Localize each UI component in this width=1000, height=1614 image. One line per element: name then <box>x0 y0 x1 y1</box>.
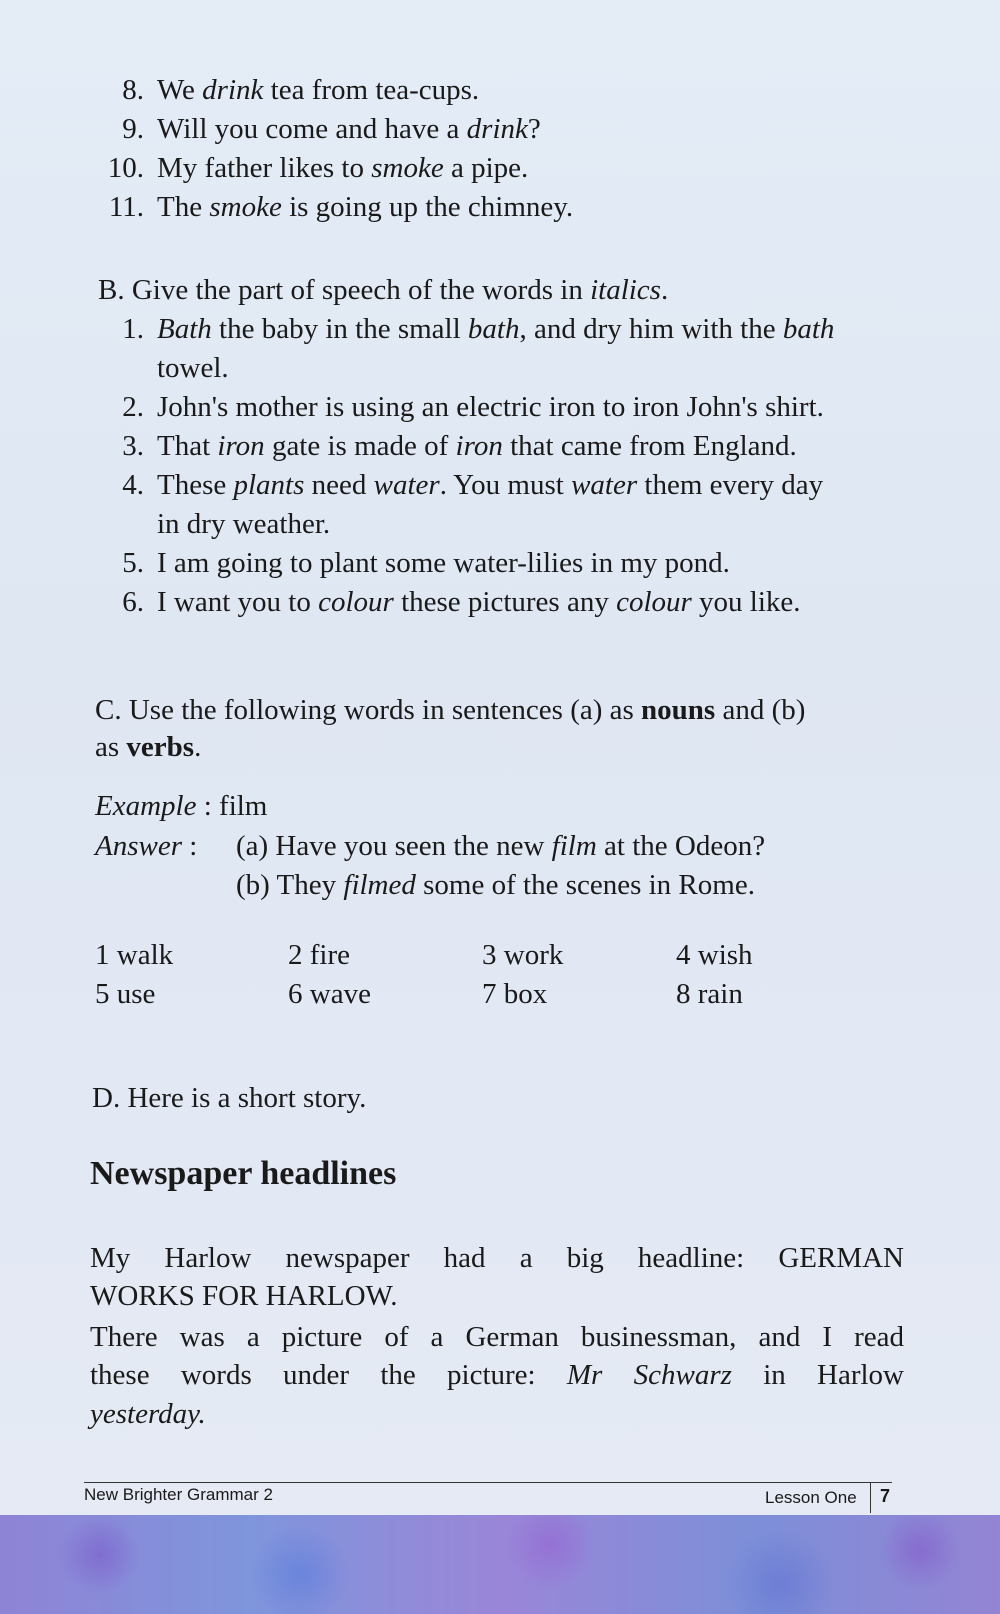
word-item: 5 use <box>95 978 156 1010</box>
italic-word: drink <box>202 74 264 106</box>
word-item: 3 work <box>482 939 564 971</box>
textbook-page: 8. We drink tea from tea-cups. 9. Will you come and have a drink? 10. My father likes to smoke a pipe. 11. The smoke is going up the chimney. B. Give the part of speech of the words in italics. 1. Bath the baby in the small bath, and dry him with the bath towel. 2. John's mother is using an electric iron to iron John's shirt. 3. That iron gate is made of iron that came from England. 4. These plants need water. You must water them every day in dry weather. 5. I am going to plant some water-lilies in my pond. 6. I want you to colour these pictures any colour you like. C. Use the following words in sentences (a) as nouns and (b) as verbs. Example : film Answer : (a) Have you seen the new film at the Odeon? (b) They filmed some of the scenes in Rome. 1 walk 2 fire 3 work 4 wish 5 use 6 wave 7 box 8 rain D. Here is a short story. Newspaper headlines My Harlow newspaper had a big headline: GERMAN WORKS FOR HARLOW. There was a picture of a German businessman, and I read these words under the picture: Mr Schwarz in Harlow yesterday. New Brighter Grammar 2 Lesson One 7 <box>0 0 1000 1614</box>
exercise-b-item-1-continued: towel. <box>157 352 229 384</box>
item-number: 3. <box>122 430 144 462</box>
item-number: 2. <box>122 391 144 423</box>
answer-a: (a) Have you seen the new film at the Odeon? <box>236 830 766 862</box>
italic-word: iron <box>455 430 503 462</box>
exercise-d-intro: D. Here is a short story. <box>92 1082 367 1114</box>
italic-word: italics <box>590 274 661 306</box>
italic-word: plants <box>233 469 305 501</box>
word-item: 7 box <box>482 978 548 1010</box>
page-number: 7 <box>880 1486 891 1506</box>
footer-divider <box>84 1482 892 1483</box>
story-paragraph-2-line-3 <box>90 1396 206 1432</box>
italic-word: colour <box>318 586 394 618</box>
word-item: 1 walk <box>95 939 174 971</box>
answer-label: Answer : <box>95 830 198 862</box>
item-number: 5. <box>122 547 144 579</box>
exercise-c-instruction-line-2: as verbs. <box>95 731 202 763</box>
italic-word: Bath <box>157 313 212 345</box>
italic-word: yesterday. <box>90 1398 206 1430</box>
italic-word: water <box>373 469 440 501</box>
item-number: 1. <box>122 313 144 345</box>
item-number: 8. <box>122 74 144 106</box>
word-item: 2 fire <box>288 939 350 971</box>
answer-b: (b) They filmed some of the scenes in Rome. <box>236 869 755 901</box>
italic-word: bath <box>467 313 520 345</box>
italic-word: smoke <box>209 191 282 223</box>
word-item: 6 wave <box>288 978 371 1010</box>
footer-separator <box>870 1483 871 1513</box>
word-item: 4 wish <box>676 939 753 971</box>
item-text: The <box>157 191 210 223</box>
word-item: 8 rain <box>676 978 743 1010</box>
item-number: 11. <box>108 191 144 223</box>
item-text: We <box>157 74 203 106</box>
italic-word: drink <box>466 113 528 145</box>
bold-word: verbs <box>126 731 195 763</box>
example-label: Example <box>95 790 197 822</box>
example-line: Example : film <box>95 790 268 822</box>
italic-word: iron <box>217 430 265 462</box>
story-paragraph-2-line-2: these words under the picture: Mr Schwarz in Harlow <box>90 1359 904 1391</box>
decorative-bottom-band <box>0 1515 1000 1614</box>
footer-lesson: Lesson One <box>765 1488 857 1507</box>
item-text: is going up the chimney. <box>281 191 574 223</box>
italic-word: Mr Schwarz <box>566 1359 732 1391</box>
item-text: My father likes to <box>157 152 372 184</box>
exercise-b-heading: B. Give the part of speech of the words in italics. <box>98 274 669 306</box>
italic-word: water <box>571 469 638 501</box>
story-paragraph-1-line-1: My Harlow newspaper had a big headline: GERMAN <box>90 1242 904 1274</box>
item-text: ? <box>527 113 541 145</box>
exercise-b-item-4-continued: in dry weather. <box>157 508 331 540</box>
footer-book-title: New Brighter Grammar 2 <box>84 1485 273 1504</box>
italic-word: bath <box>782 313 835 345</box>
italic-word: smoke <box>371 152 444 184</box>
italic-word: colour <box>616 586 692 618</box>
item-text: a pipe. <box>443 152 529 184</box>
italic-word: filmed <box>343 869 416 901</box>
example-word: film <box>219 790 268 822</box>
item-text: tea from tea-cups. <box>263 74 480 106</box>
italic-word: film <box>551 830 597 862</box>
story-paragraph-2-line-1: There was a picture of a German businessman, and I read <box>90 1321 904 1353</box>
story-title: Newspaper headlines <box>90 1155 397 1192</box>
item-number: 6. <box>122 586 144 618</box>
item-number: 4. <box>122 469 144 501</box>
story-paragraph-1-line-2: WORKS FOR HARLOW. <box>90 1280 398 1312</box>
exercise-c-instruction-line-1: C. Use the following words in sentences (a) as nouns and (b) <box>95 694 806 726</box>
bold-word: nouns <box>641 694 716 726</box>
item-number: 9. <box>122 113 144 145</box>
item-text: I am going to plant some water-lilies in my pond. <box>157 547 730 579</box>
item-text: John's mother is using an electric iron to iron John's shirt. <box>157 391 824 423</box>
item-text: Will you come and have a <box>157 113 467 145</box>
item-number: 10. <box>107 152 144 184</box>
